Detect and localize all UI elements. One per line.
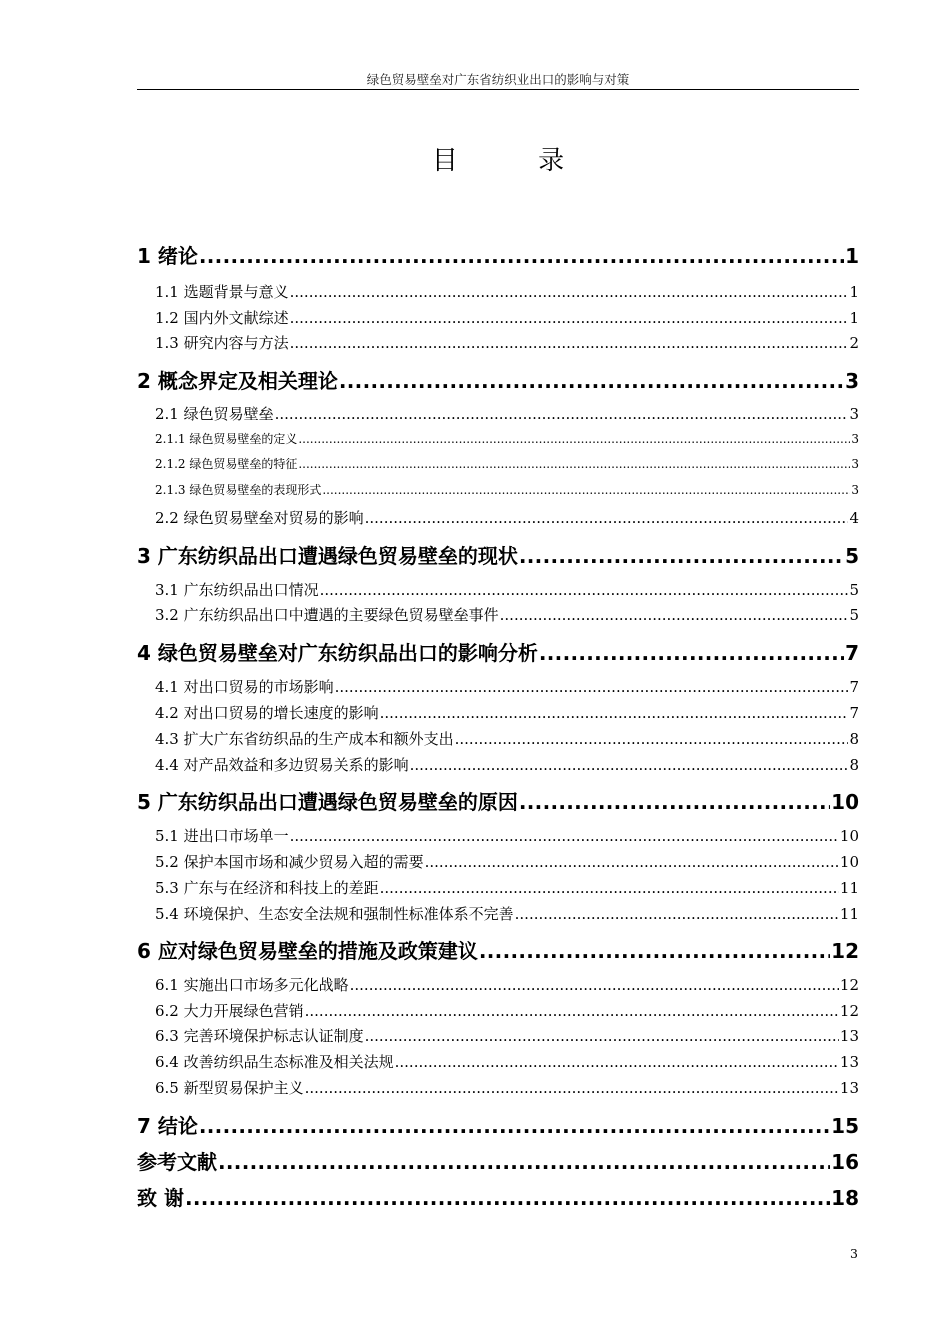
toc-entry-label: 1.3 研究内容与方法	[155, 334, 289, 352]
toc-dot-leader	[380, 704, 849, 722]
toc-dot-leader	[320, 581, 849, 599]
toc-entry-page: 5	[849, 581, 859, 599]
toc-entry-page: 12	[831, 939, 859, 963]
toc-dot-leader	[350, 976, 839, 994]
toc-dot-leader	[455, 730, 849, 748]
toc-entry-label: 3.1 广东纺织品出口情况	[155, 581, 319, 599]
running-header: 绿色贸易壁垒对广东省纺织业出口的影响与对策	[366, 72, 630, 87]
toc-entry-page: 12	[839, 1002, 859, 1020]
toc-entry-label: 6.5 新型贸易保护主义	[155, 1079, 304, 1097]
toc-entry-page: 2	[849, 334, 859, 352]
toc-dot-leader	[199, 244, 844, 268]
toc-dot-leader	[395, 1053, 839, 1071]
toc-entry-label: 1.1 选题背景与意义	[155, 283, 289, 301]
toc-entry-page: 18	[831, 1186, 859, 1210]
toc-dot-leader	[425, 853, 839, 871]
header-rule	[137, 89, 859, 90]
toc-entry-label: 6.3 完善环境保护标志认证制度	[155, 1027, 364, 1045]
toc-dot-leader	[290, 827, 839, 845]
toc-entry-label: 2.1 绿色贸易壁垒	[155, 405, 274, 423]
toc-entry-page: 13	[839, 1079, 859, 1097]
toc-dot-leader	[298, 457, 850, 471]
toc-entry-label: 5.2 保护本国市场和减少贸易入超的需要	[155, 853, 424, 871]
toc-dot-leader	[185, 1186, 830, 1210]
toc-dot-leader	[305, 1002, 839, 1020]
toc-entry-label: 致 谢	[137, 1186, 184, 1210]
toc-entry-label: 6.2 大力开展绿色营销	[155, 1002, 304, 1020]
toc-entry-level2[interactable]	[137, 702, 859, 723]
toc-entry-label: 2.1.3 绿色贸易壁垒的表现形式	[155, 483, 322, 497]
toc-entry-page: 1	[849, 283, 859, 301]
toc-entry-level1[interactable]	[137, 786, 859, 815]
toc-dot-leader	[199, 1114, 830, 1138]
toc-dot-leader	[365, 1027, 839, 1045]
toc-entry-page: 12	[839, 976, 859, 994]
toc-entry-page: 3	[851, 432, 859, 446]
toc-entry-label: 2 概念界定及相关理论	[137, 369, 338, 393]
toc-entry-page: 15	[831, 1114, 859, 1138]
toc-dot-leader	[290, 309, 849, 327]
toc-dot-leader	[515, 905, 839, 923]
toc-entry-page: 7	[849, 678, 859, 696]
toc-entry-page: 10	[839, 853, 859, 871]
toc-entry-level2[interactable]	[137, 676, 859, 697]
toc-entry-label: 4 绿色贸易壁垒对广东纺织品出口的影响分析	[137, 641, 538, 665]
toc-dot-leader	[479, 939, 830, 963]
toc-dot-leader	[298, 432, 850, 446]
toc-entry-label: 7 结论	[137, 1114, 198, 1138]
toc-dot-leader	[275, 405, 849, 423]
toc-entry-level2[interactable]	[137, 403, 859, 424]
toc-entry-label: 5.3 广东与在经济和科技上的差距	[155, 879, 379, 897]
toc-entry-label: 3 广东纺织品出口遭遇绿色贸易壁垒的现状	[137, 544, 518, 568]
toc-title: 目 录	[431, 146, 601, 176]
toc-entry-page: 3	[845, 369, 859, 393]
toc-entry-page: 3	[851, 457, 859, 471]
toc-entry-label: 6.1 实施出口市场多元化战略	[155, 976, 349, 994]
toc-entry-level2[interactable]	[137, 1051, 859, 1072]
toc-entry-level2[interactable]	[137, 604, 859, 625]
toc-entry-level1[interactable]	[137, 540, 859, 569]
toc-entry-label: 5.1 进出口市场单一	[155, 827, 289, 845]
toc-entry-level3[interactable]	[137, 430, 859, 447]
toc-dot-leader	[322, 483, 850, 497]
toc-entry-level2[interactable]	[137, 332, 859, 353]
toc-entry-page: 1	[849, 309, 859, 327]
toc-entry-label: 2.1.2 绿色贸易壁垒的特征	[155, 457, 298, 471]
toc-entry-level1[interactable]	[137, 1182, 859, 1211]
toc-entry-label: 2.2 绿色贸易壁垒对贸易的影响	[155, 509, 364, 527]
toc-dot-leader	[365, 509, 849, 527]
toc-dot-leader	[339, 369, 844, 393]
toc-dot-leader	[218, 1150, 830, 1174]
toc-entry-level2[interactable]	[137, 877, 859, 898]
toc-entry-level2[interactable]	[137, 903, 859, 924]
toc-entry-page: 8	[849, 730, 859, 748]
toc-entry-label: 2.1.1 绿色贸易壁垒的定义	[155, 432, 298, 446]
toc-entry-page: 3	[851, 483, 859, 497]
toc-dot-leader	[519, 790, 830, 814]
toc-entry-level1[interactable]	[137, 935, 859, 964]
toc-entry-label: 6.4 改善纺织品生态标准及相关法规	[155, 1053, 394, 1071]
toc-entry-level3[interactable]	[137, 481, 859, 498]
toc-entry-level2[interactable]	[137, 1077, 859, 1098]
toc-entry-label: 4.4 对产品效益和多边贸易关系的影响	[155, 756, 409, 774]
toc-entry-level2[interactable]	[137, 307, 859, 328]
toc-entry-page: 16	[831, 1150, 859, 1174]
toc-dot-leader	[410, 756, 849, 774]
toc-entry-level2[interactable]	[137, 754, 859, 775]
toc-entry-page: 5	[849, 606, 859, 624]
toc-entry-label: 5.4 环境保护、生态安全法规和强制性标准体系不完善	[155, 905, 514, 923]
toc-entry-label: 1.2 国内外文献综述	[155, 309, 289, 327]
toc-entry-page: 11	[839, 905, 859, 923]
page-number: 3	[850, 1246, 858, 1261]
toc-entry-page: 13	[839, 1027, 859, 1045]
toc-dot-leader	[290, 334, 849, 352]
toc-entry-level1[interactable]	[137, 637, 859, 666]
toc-entry-level2[interactable]	[137, 851, 859, 872]
toc-entry-label: 6 应对绿色贸易壁垒的措施及政策建议	[137, 939, 478, 963]
toc-entry-level2[interactable]	[137, 1025, 859, 1046]
toc-entry-page: 7	[845, 641, 859, 665]
toc-entry-page: 7	[849, 704, 859, 722]
toc-entry-level1[interactable]	[137, 365, 859, 394]
toc-entry-page: 13	[839, 1053, 859, 1071]
toc-entry-label: 4.3 扩大广东省纺织品的生产成本和额外支出	[155, 730, 454, 748]
toc-entry-level2[interactable]	[137, 728, 859, 749]
toc-dot-leader	[380, 879, 839, 897]
toc-entry-level2[interactable]	[137, 579, 859, 600]
toc-entry-label: 3.2 广东纺织品出口中遭遇的主要绿色贸易壁垒事件	[155, 606, 499, 624]
toc-dot-leader	[335, 678, 849, 696]
toc-dot-leader	[539, 641, 844, 665]
toc-entry-label: 4.1 对出口贸易的市场影响	[155, 678, 334, 696]
toc-entry-label: 参考文献	[137, 1150, 217, 1174]
toc-entry-page: 10	[839, 827, 859, 845]
toc-entry-page: 3	[849, 405, 859, 423]
toc-entry-page: 8	[849, 756, 859, 774]
toc-dot-leader	[305, 1079, 839, 1097]
toc-entry-level2[interactable]	[137, 1000, 859, 1021]
toc-entry-page: 4	[849, 509, 859, 527]
toc-entry-level3[interactable]	[137, 455, 859, 472]
toc-entry-page: 11	[839, 879, 859, 897]
toc-entry-level1[interactable]	[137, 240, 859, 269]
toc-entry-label: 1 绪论	[137, 244, 198, 268]
toc-dot-leader	[500, 606, 849, 624]
toc-entry-level2[interactable]	[137, 825, 859, 846]
toc-entry-level2[interactable]	[137, 974, 859, 995]
toc-entry-level2[interactable]	[137, 281, 859, 302]
toc-entry-level1[interactable]	[137, 1146, 859, 1175]
toc-entry-page: 5	[845, 544, 859, 568]
toc-entry-level2[interactable]	[137, 507, 859, 528]
toc-entry-label: 5 广东纺织品出口遭遇绿色贸易壁垒的原因	[137, 790, 518, 814]
toc-dot-leader	[290, 283, 849, 301]
toc-entry-label: 4.2 对出口贸易的增长速度的影响	[155, 704, 379, 722]
toc-dot-leader	[519, 544, 844, 568]
toc-entry-page: 10	[831, 790, 859, 814]
toc-entry-page: 1	[845, 244, 859, 268]
toc-entry-level1[interactable]	[137, 1110, 859, 1139]
